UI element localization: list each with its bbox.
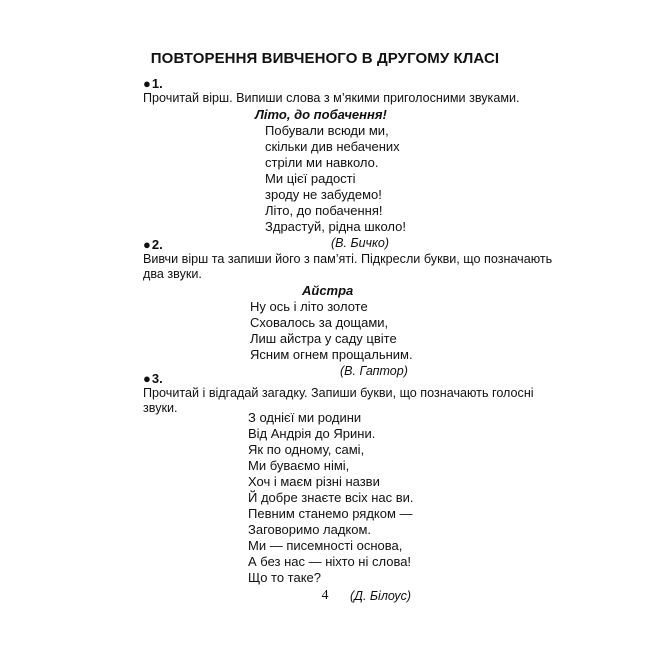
poem-line: Літо, до побачення! [265, 203, 383, 218]
poem-line: Побували всюди ми, [265, 123, 389, 138]
poem-line: скільки див небачених [265, 139, 400, 154]
poem-title: Айстра [302, 283, 354, 298]
poem-line: З однієї ми родини [248, 410, 362, 425]
task-instruction: Вивчи вірш та запиши його з пам’яті. Підкресли букви, що позначають два звуки. [143, 252, 553, 281]
poem-author: (В. Гаптор) [340, 364, 408, 378]
poem-line: Ми буваємо німі, [248, 458, 350, 473]
poem-title: Літо, до побачення! [255, 107, 387, 122]
poem-1 [255, 107, 406, 251]
task-number: ●3. [143, 371, 163, 386]
poem-line: Хоч і маєм різні назви [248, 474, 380, 489]
task-number: ●2. [143, 237, 163, 252]
poem-line: Певним станемо рядком — [248, 506, 413, 521]
poem-lines [265, 123, 406, 235]
page-number: 4 [321, 588, 329, 603]
poem-line: Лиш айстра у саду цвіте [250, 331, 397, 346]
riddle-poem [248, 410, 414, 604]
poem-line: Що то таке? [248, 570, 322, 585]
task-2 [143, 237, 553, 282]
poem-line: стріли ми навколо. [265, 155, 379, 170]
poem-lines [250, 299, 413, 363]
task-number: ●1. [143, 76, 163, 91]
poem-author: (В. Бичко) [331, 236, 390, 250]
poem-line: Ну ось і літо золоте [250, 299, 368, 314]
poem-line: Від Андрія до Ярини. [248, 426, 376, 441]
poem-line: Й добре знаєте всіх нас ви. [248, 490, 414, 505]
poem-line: Сховалось за дощами, [250, 315, 389, 330]
poem-lines [248, 410, 414, 586]
task-1 [143, 77, 523, 106]
poem-line: зроду не забудемо! [265, 187, 382, 202]
poem-line: Заговоримо ладком. [248, 522, 372, 537]
poem-line: А без нас — ніхто ні слова! [248, 554, 412, 569]
bullet-icon: ● [143, 76, 151, 91]
poem-author: (Д. Білоус) [350, 589, 412, 603]
page-title: ПОВТОРЕННЯ ВИВЧЕНОГО В ДРУГОМУ КЛАСІ [150, 50, 500, 67]
poem-2 [250, 283, 413, 379]
task-instruction: Прочитай і відгадай загадку. Запиши букви, що позначають голосні звуки. [143, 386, 534, 415]
task-instruction: Прочитай вірш. Випиши слова з м’якими приголосними звуками. [143, 91, 520, 105]
bullet-icon: ● [143, 371, 151, 386]
poem-line: Здрастуй, рідна школо! [265, 219, 406, 234]
bullet-icon: ● [143, 237, 151, 252]
poem-line: Ми цієї радості [265, 171, 356, 186]
poem-line: Ми — писемності основа, [248, 538, 403, 553]
poem-line: Ясним огнем прощальним. [250, 347, 413, 362]
poem-line: Як по одному, самі, [248, 442, 365, 457]
